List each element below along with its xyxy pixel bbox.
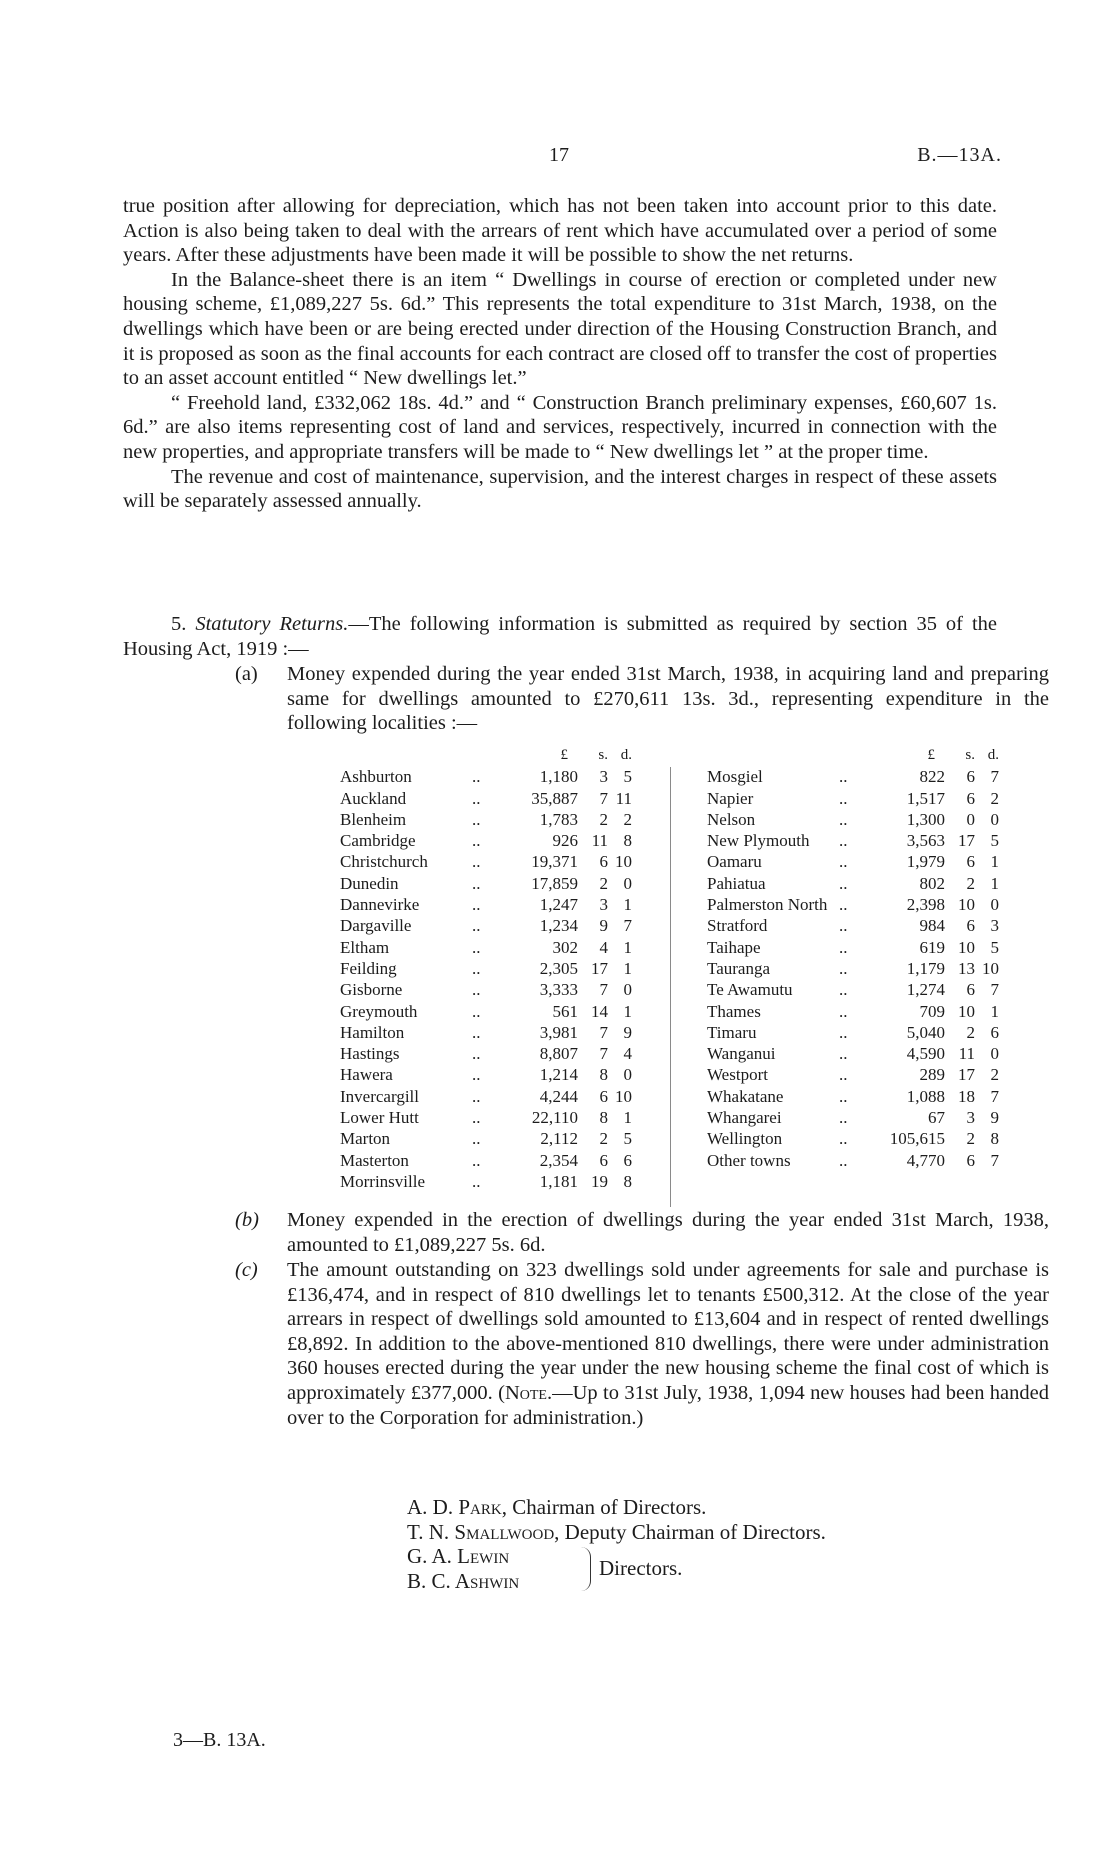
signature-directors: [407, 1544, 826, 1594]
locality-name: Greymouth: [340, 1001, 418, 1021]
footer-code: 3—B. 13A.: [173, 1729, 266, 1751]
table-row: [340, 830, 632, 851]
amount-pounds: 1,234: [539, 916, 578, 936]
table-row: [340, 1043, 632, 1064]
table-row: [340, 788, 632, 809]
amount-pence: 0: [623, 873, 632, 893]
paragraph-5-title: Statutory Returns.: [195, 613, 349, 635]
table-row: [707, 1043, 999, 1064]
amount-shillings: 6: [599, 1086, 608, 1106]
leader-dots: ..: [472, 1001, 481, 1021]
locality-name: New Plymouth: [707, 831, 810, 851]
amount-pence: 1: [623, 958, 632, 978]
item-b-letter: (b): [235, 1209, 259, 1231]
amount-pounds: 2,354: [539, 1150, 578, 1170]
leader-dots: ..: [839, 809, 848, 829]
leader-dots: ..: [839, 1150, 848, 1170]
signature-director-lewin: G. A. Lewin: [407, 1544, 510, 1569]
leader-dots: ..: [472, 1108, 481, 1128]
amount-pence: 7: [990, 1150, 999, 1170]
paragraph-5-number: 5.: [171, 613, 187, 635]
item-c: [235, 1258, 1049, 1430]
leader-dots: ..: [472, 809, 481, 829]
amount-pence: 7: [990, 980, 999, 1000]
amount-shillings: 6: [966, 1150, 975, 1170]
header-pence: d.: [620, 747, 632, 763]
locality-name: Other towns: [707, 1150, 791, 1170]
leader-dots: ..: [839, 1001, 848, 1021]
leader-dots: ..: [472, 852, 481, 872]
amount-pence: 1: [623, 937, 632, 957]
table-header-row: [340, 745, 632, 766]
amount-pounds: 1,274: [906, 980, 945, 1000]
amount-shillings: 8: [599, 1108, 608, 1128]
amount-pence: 1: [990, 1001, 999, 1021]
item-c-letter: (c): [235, 1259, 258, 1281]
locality-name: Invercargill: [340, 1086, 419, 1106]
leader-dots: ..: [472, 831, 481, 851]
locality-name: Tauranga: [707, 958, 770, 978]
amount-shillings: 6: [599, 852, 608, 872]
table-row: [340, 1128, 632, 1149]
signatures: [407, 1495, 826, 1594]
amount-pence: 2: [990, 788, 999, 808]
leader-dots: ..: [472, 1022, 481, 1042]
item-c-text-2: —Up to 31st July, 1938, 1,094 new houses had been handed over to the Corporation for administration.): [287, 1381, 1050, 1429]
locality-name: Hawera: [340, 1065, 393, 1085]
table-row: [340, 894, 632, 915]
amount-shillings: 0: [966, 809, 975, 829]
table-row: [340, 915, 632, 936]
table-row: [340, 1107, 632, 1128]
amount-shillings: 10: [958, 937, 975, 957]
paragraph-3: “ Freehold land, £332,062 18s. 4d.” and “ Construction Branch preliminary expenses, £60,607 1s. 6d.” are also items representing cost of land and services, respectively, incurred in connection with the new properties, and appropriate transfers will be made to “ New dwellings let ” at the proper time.: [123, 391, 997, 463]
amount-shillings: 2: [966, 873, 975, 893]
leader-dots: ..: [472, 958, 481, 978]
table-row: [707, 1086, 999, 1107]
amount-pounds: 1,179: [906, 958, 945, 978]
table-column-divider: [670, 767, 671, 1207]
leader-dots: ..: [839, 895, 848, 915]
amount-pounds: 1,247: [539, 895, 578, 915]
locality-name: Dannevirke: [340, 895, 420, 915]
table-row: [340, 851, 632, 872]
amount-shillings: 6: [966, 767, 975, 787]
header-pounds: £: [560, 747, 568, 763]
item-b: [235, 1208, 1049, 1257]
amount-pounds: 8,807: [539, 1044, 578, 1064]
amount-pence: 9: [623, 1022, 632, 1042]
table-row: [707, 915, 999, 936]
body-paragraphs: [123, 194, 997, 514]
page-number: 17: [549, 144, 569, 166]
locality-name: Te Awamutu: [707, 980, 793, 1000]
leader-dots: ..: [839, 1044, 848, 1064]
amount-pence: 1: [990, 852, 999, 872]
table-row: [707, 830, 999, 851]
amount-pence: 1: [623, 1001, 632, 1021]
amount-shillings: 11: [591, 831, 608, 851]
locality-name: Cambridge: [340, 831, 416, 851]
amount-pounds: 1,517: [906, 788, 945, 808]
amount-pence: 10: [982, 958, 999, 978]
leader-dots: ..: [839, 1108, 848, 1128]
table-row: [707, 1107, 999, 1128]
leader-dots: ..: [839, 788, 848, 808]
locality-name: Hamilton: [340, 1022, 405, 1042]
leader-dots: ..: [472, 1065, 481, 1085]
header-pence: d.: [987, 747, 999, 763]
table-row: [707, 958, 999, 979]
amount-shillings: 11: [958, 1044, 975, 1064]
item-b-text: Money expended in the erection of dwellings during the year ended 31st March, 1938, amounted to £1,089,227 5s. 6d.: [287, 1209, 1049, 1256]
item-c-note: Note.: [504, 1381, 553, 1404]
locality-name: Blenheim: [340, 809, 407, 829]
localities-table-left: [340, 745, 632, 1192]
signature-deputy-title: , Deputy Chairman of Directors.: [554, 1519, 826, 1544]
leader-dots: ..: [472, 895, 481, 915]
amount-pence: 0: [990, 895, 999, 915]
table-row: [340, 809, 632, 830]
leader-dots: ..: [472, 873, 481, 893]
amount-shillings: 8: [599, 1065, 608, 1085]
amount-shillings: 6: [966, 852, 975, 872]
page-code: B.—13A.: [917, 144, 1002, 166]
table-row: [707, 873, 999, 894]
amount-pounds: 926: [552, 831, 578, 851]
amount-shillings: 3: [599, 895, 608, 915]
amount-pence: 5: [990, 937, 999, 957]
amount-shillings: 14: [591, 1001, 608, 1021]
amount-shillings: 3: [966, 1108, 975, 1128]
locality-name: Palmerston North: [707, 895, 828, 915]
amount-pence: 0: [623, 980, 632, 1000]
item-c-text-1: The amount outstanding on 323 dwellings sold under agreements for sale and purchase is £136,474, and in respect of 810 dwellings let to tenants £500,312. At the close of the year arrears in respect of dwellings sold amounted to £13,604 and in respect of rented dwellings £8,892. In addition to the above-mentioned 810 dwellings, there were under administration 360 houses erected during the year under the new housing scheme the final cost of which is approximately £377,000. (: [287, 1259, 1049, 1404]
locality-name: Ashburton: [340, 767, 412, 787]
paragraph-5: [123, 612, 997, 661]
item-a: [235, 662, 1049, 736]
table-row: [340, 766, 632, 787]
signature-deputy-chairman: [407, 1520, 826, 1545]
amount-pounds: 289: [919, 1065, 945, 1085]
table-row: [340, 1064, 632, 1085]
locality-name: Dunedin: [340, 873, 399, 893]
table-row: [707, 788, 999, 809]
amount-pence: 9: [990, 1108, 999, 1128]
paragraph-2: In the Balance-sheet there is an item “ Dwellings in course of erection or completed under new housing scheme, £1,089,227 5s. 6d.” This represents the total expenditure to 31st March, 1938, on the dwellings which have been or are being erected under direction of the Housing Construction Branch, and it is proposed as soon as the final accounts for each contract are closed off to transfer the cost of properties to an asset account entitled “ New dwellings let.”: [123, 268, 997, 390]
leader-dots: ..: [839, 1086, 848, 1106]
amount-pounds: 4,770: [906, 1150, 945, 1170]
leader-dots: ..: [472, 1129, 481, 1149]
header-shillings: s.: [965, 747, 975, 763]
amount-shillings: 17: [958, 1065, 975, 1085]
locality-name: Napier: [707, 788, 754, 808]
amount-pounds: 1,979: [906, 852, 945, 872]
table-row: [707, 937, 999, 958]
amount-pounds: 1,783: [539, 809, 578, 829]
table-row: [707, 1022, 999, 1043]
table-row: [707, 1128, 999, 1149]
leader-dots: ..: [472, 1044, 481, 1064]
leader-dots: ..: [472, 788, 481, 808]
amount-pounds: 1,300: [906, 809, 945, 829]
amount-pounds: 4,244: [539, 1086, 578, 1106]
amount-pounds: 3,981: [539, 1022, 578, 1042]
amount-shillings: 3: [599, 767, 608, 787]
amount-pence: 6: [623, 1150, 632, 1170]
locality-name: Oamaru: [707, 852, 762, 872]
amount-pounds: 984: [919, 916, 945, 936]
paragraph-4: The revenue and cost of maintenance, supervision, and the interest charges in respect of these assets will be separately assessed annually.: [123, 465, 997, 513]
table-row: [340, 979, 632, 1000]
signature-chairman: [407, 1495, 826, 1520]
amount-shillings: 7: [599, 980, 608, 1000]
amount-shillings: 17: [958, 831, 975, 851]
amount-shillings: 6: [966, 916, 975, 936]
table-row: [340, 958, 632, 979]
locality-name: Feilding: [340, 958, 397, 978]
locality-name: Gisborne: [340, 980, 403, 1000]
table-header-row: [707, 745, 999, 766]
amount-pounds: 19,371: [531, 852, 578, 872]
amount-pounds: 35,887: [531, 788, 578, 808]
locality-name: Thames: [707, 1001, 761, 1021]
amount-pence: 2: [990, 1065, 999, 1085]
signature-chairman-name: A. D. Park: [407, 1495, 502, 1519]
table-row: [707, 851, 999, 872]
leader-dots: ..: [839, 916, 848, 936]
amount-pence: 5: [623, 767, 632, 787]
signature-deputy-name: T. N. Smallwood: [407, 1519, 555, 1544]
amount-pence: 6: [990, 1022, 999, 1042]
leader-dots: ..: [472, 1171, 481, 1191]
leader-dots: ..: [472, 916, 481, 936]
locality-name: Nelson: [707, 809, 756, 829]
amount-shillings: 7: [599, 788, 608, 808]
amount-pounds: 1,181: [539, 1171, 578, 1191]
amount-shillings: 10: [958, 1001, 975, 1021]
locality-name: Taihape: [707, 937, 761, 957]
amount-pence: 0: [623, 1065, 632, 1085]
amount-shillings: 13: [958, 958, 975, 978]
amount-pence: 5: [990, 831, 999, 851]
locality-name: Christchurch: [340, 852, 428, 872]
leader-dots: ..: [472, 1150, 481, 1170]
amount-pounds: 822: [919, 767, 945, 787]
amount-shillings: 7: [599, 1022, 608, 1042]
leader-dots: ..: [839, 767, 848, 787]
amount-pence: 7: [990, 1086, 999, 1106]
amount-pounds: 3,333: [539, 980, 578, 1000]
leader-dots: ..: [839, 937, 848, 957]
amount-shillings: 7: [599, 1044, 608, 1064]
localities-table-right: [707, 745, 999, 1171]
leader-dots: ..: [472, 980, 481, 1000]
amount-shillings: 4: [599, 937, 608, 957]
leader-dots: ..: [839, 1129, 848, 1149]
amount-pence: 5: [623, 1129, 632, 1149]
amount-shillings: 6: [966, 788, 975, 808]
amount-pence: 0: [990, 809, 999, 829]
leader-dots: ..: [472, 937, 481, 957]
locality-name: Westport: [707, 1065, 768, 1085]
amount-pence: 11: [615, 788, 632, 808]
amount-pence: 2: [623, 809, 632, 829]
header-shillings: s.: [598, 747, 608, 763]
table-row: [340, 1171, 632, 1192]
item-a-letter: (a): [235, 663, 258, 685]
amount-shillings: 10: [958, 895, 975, 915]
leader-dots: ..: [839, 831, 848, 851]
locality-name: Morrinsville: [340, 1171, 425, 1191]
leader-dots: ..: [839, 958, 848, 978]
locality-name: Eltham: [340, 937, 390, 957]
amount-shillings: 9: [599, 916, 608, 936]
amount-pounds: 2,398: [906, 895, 945, 915]
leader-dots: ..: [839, 980, 848, 1000]
amount-pounds: 561: [552, 1001, 578, 1021]
amount-pence: 7: [990, 767, 999, 787]
locality-name: Lower Hutt: [340, 1108, 419, 1128]
amount-pence: 1: [623, 895, 632, 915]
amount-shillings: 2: [966, 1022, 975, 1042]
leader-dots: ..: [839, 873, 848, 893]
table-row: [340, 873, 632, 894]
table-row: [707, 1001, 999, 1022]
header-pounds: £: [927, 747, 935, 763]
amount-shillings: 2: [966, 1129, 975, 1149]
amount-pence: 8: [990, 1129, 999, 1149]
item-a-text: Money expended during the year ended 31st March, 1938, in acquiring land and preparing same for dwellings amounted to £270,611 13s. 3d., representing expenditure in the following localities :—: [287, 663, 1049, 735]
signature-director-ashwin: B. C. Ashwin: [407, 1568, 520, 1593]
amount-pounds: 2,305: [539, 958, 578, 978]
amount-pence: 10: [615, 1086, 632, 1106]
amount-pence: 10: [615, 852, 632, 872]
amount-shillings: 6: [966, 980, 975, 1000]
locality-name: Auckland: [340, 788, 407, 808]
locality-name: Wanganui: [707, 1044, 776, 1064]
amount-pence: 4: [623, 1044, 632, 1064]
amount-pounds: 302: [552, 937, 578, 957]
locality-name: Timaru: [707, 1022, 757, 1042]
table-row: [707, 809, 999, 830]
amount-shillings: 19: [591, 1171, 608, 1191]
leader-dots: ..: [472, 1086, 481, 1106]
table-row: [340, 1001, 632, 1022]
table-row: [707, 894, 999, 915]
table-row: [340, 1086, 632, 1107]
locality-name: Mosgiel: [707, 767, 763, 787]
amount-pounds: 105,615: [889, 1129, 945, 1149]
locality-name: Whakatane: [707, 1086, 784, 1106]
amount-shillings: 6: [599, 1150, 608, 1170]
amount-pounds: 3,563: [906, 831, 945, 851]
amount-pence: 8: [623, 1171, 632, 1191]
amount-pence: 3: [990, 916, 999, 936]
amount-shillings: 2: [599, 1129, 608, 1149]
leader-dots: ..: [472, 767, 481, 787]
amount-pounds: 619: [919, 937, 945, 957]
locality-name: Pahiatua: [707, 873, 766, 893]
locality-name: Whangarei: [707, 1108, 782, 1128]
amount-pounds: 2,112: [540, 1129, 578, 1149]
signature-chairman-title: , Chairman of Directors.: [501, 1495, 707, 1519]
leader-dots: ..: [839, 1022, 848, 1042]
paragraph-5-text: —The following information is submitted as required by section 35 of the Housing Act, 1919 :—: [123, 613, 997, 660]
leader-dots: ..: [839, 1065, 848, 1085]
amount-pounds: 17,859: [531, 873, 578, 893]
amount-shillings: 17: [591, 958, 608, 978]
amount-pence: 8: [623, 831, 632, 851]
table-row: [340, 937, 632, 958]
amount-shillings: 18: [958, 1086, 975, 1106]
amount-pence: 0: [990, 1044, 999, 1064]
paragraph-1: true position after allowing for depreciation, which has not been taken into account prior to this date. Action is also being taken to deal with the arrears of rent which have accumulated over a period of some years. After these adjustments have been made it will be possible to show the net returns.: [123, 195, 997, 267]
amount-pounds: 4,590: [906, 1044, 945, 1064]
locality-name: Stratford: [707, 916, 768, 936]
amount-pounds: 22,110: [531, 1108, 578, 1128]
amount-pence: 1: [623, 1108, 632, 1128]
table-row: [707, 979, 999, 1000]
amount-pounds: 1,180: [539, 767, 578, 787]
locality-name: Dargaville: [340, 916, 412, 936]
amount-pounds: 1,088: [906, 1086, 945, 1106]
locality-name: Wellington: [707, 1129, 783, 1149]
amount-pounds: 5,040: [906, 1022, 945, 1042]
amount-shillings: 2: [599, 809, 608, 829]
amount-shillings: 2: [599, 873, 608, 893]
amount-pounds: 1,214: [539, 1065, 578, 1085]
table-row: [707, 1064, 999, 1085]
table-row: [707, 1150, 999, 1171]
amount-pence: 1: [990, 873, 999, 893]
table-row: [340, 1022, 632, 1043]
locality-name: Hastings: [340, 1044, 400, 1064]
amount-pounds: 709: [919, 1001, 945, 1021]
amount-pounds: 67: [928, 1108, 945, 1128]
signature-directors-title: Directors.: [599, 1556, 683, 1581]
table-row: [340, 1150, 632, 1171]
amount-pounds: 802: [919, 873, 945, 893]
locality-name: Marton: [340, 1129, 391, 1149]
leader-dots: ..: [839, 852, 848, 872]
table-row: [707, 766, 999, 787]
amount-pence: 7: [623, 916, 632, 936]
locality-name: Masterton: [340, 1150, 409, 1170]
brace-glyph: [581, 1547, 591, 1591]
